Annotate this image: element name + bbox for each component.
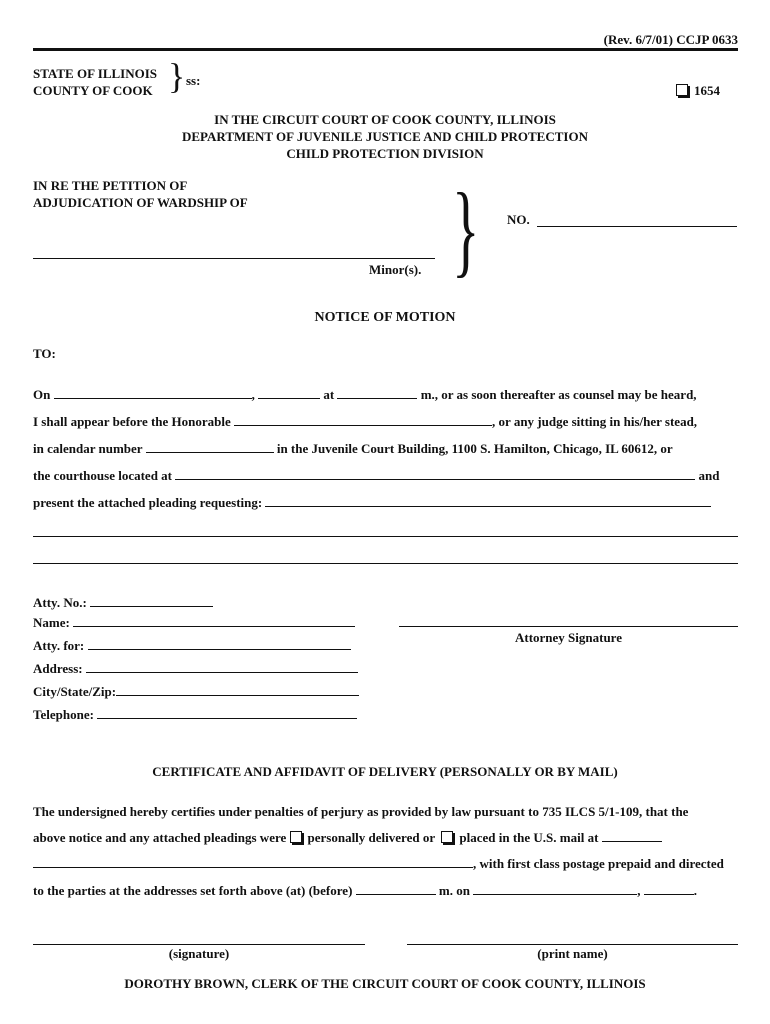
- checkbox-icon[interactable]: [676, 84, 688, 96]
- form-number: 1654: [676, 83, 720, 99]
- caption-line1: IN RE THE PETITION OF: [33, 178, 188, 193]
- print-name-label: (print name): [537, 946, 608, 961]
- venue-state: STATE OF ILLINOIS: [33, 66, 158, 81]
- print-name-line[interactable]: [407, 944, 738, 945]
- personally-checkbox[interactable]: [290, 831, 302, 843]
- delivery-time-field[interactable]: [356, 882, 436, 895]
- venue-county: COUNTY OF COOK: [33, 83, 153, 98]
- certificate-line3: , with first class postage prepaid and directed: [33, 855, 724, 872]
- year-field[interactable]: [258, 386, 320, 399]
- caption-line2: ADJUDICATION OF WARDSHIP OF: [33, 195, 248, 210]
- address-row: Address:: [33, 660, 358, 677]
- atty-for-row: Atty. for:: [33, 637, 351, 654]
- certificate-line2: above notice and any attached pleadings were personally delivered or placed in the U.S. mail at: [33, 829, 662, 846]
- telephone-row: Telephone:: [33, 706, 357, 723]
- body-line-appear: I shall appear before the Honorable , or any judge sitting in his/her stead,: [33, 414, 698, 429]
- revision-code: (Rev. 6/7/01) CCJP 0633: [603, 32, 738, 47]
- request-line-2[interactable]: [33, 536, 738, 537]
- delivery-date-field[interactable]: [473, 882, 637, 895]
- clerk-footer: DOROTHY BROWN, CLERK OF THE CIRCUIT COURT OF COOK COUNTY, ILLINOIS: [124, 976, 646, 991]
- court-line2: DEPARTMENT OF JUVENILE JUSTICE AND CHILD PROTECTION: [182, 129, 588, 144]
- date-field[interactable]: [54, 386, 252, 399]
- body-line-on: On , at m., or as soon thereafter as counsel may be heard,: [33, 387, 697, 402]
- caption-brace: }: [452, 172, 480, 287]
- atty-no-row: Atty. No.:: [33, 594, 213, 611]
- certificate-line1: The undersigned hereby certifies under penalties of perjury as provided by law pursuant to 735 ILCS 5/1-109, that the: [33, 804, 689, 819]
- atty-no-field[interactable]: [90, 594, 213, 607]
- courthouse-field[interactable]: [175, 467, 695, 480]
- city-row: City/State/Zip:: [33, 683, 359, 700]
- time-field[interactable]: [337, 386, 417, 399]
- attorney-signature-label: Attorney Signature: [514, 630, 622, 645]
- to-label: TO:: [33, 346, 56, 361]
- request-field[interactable]: [265, 494, 711, 507]
- mail-location-field[interactable]: [602, 829, 662, 842]
- telephone-field[interactable]: [97, 706, 357, 719]
- calendar-field[interactable]: [146, 440, 274, 453]
- body-line-courthouse: the courthouse located at and: [33, 468, 720, 483]
- venue-ss: ss:: [186, 73, 201, 88]
- case-number-line[interactable]: [537, 226, 737, 227]
- request-line-3[interactable]: [33, 563, 738, 564]
- judge-field[interactable]: [234, 413, 492, 426]
- certificate-heading: CERTIFICATE AND AFFIDAVIT OF DELIVERY (PERSONALLY OR BY MAIL): [152, 764, 618, 779]
- delivery-year-field[interactable]: [644, 882, 694, 895]
- signature-line[interactable]: [33, 944, 365, 945]
- signature-label: (signature): [168, 946, 230, 961]
- mail-checkbox[interactable]: [441, 831, 453, 843]
- minor-name-line[interactable]: [33, 258, 435, 259]
- venue-brace: }: [168, 56, 186, 96]
- attorney-signature-line[interactable]: [399, 626, 738, 627]
- certificate-line4: to the parties at the addresses set forth above (at) (before) m. on , .: [33, 883, 697, 898]
- header-rule: [33, 48, 738, 51]
- city-field[interactable]: [116, 683, 359, 696]
- mail-address-field[interactable]: [33, 855, 473, 868]
- address-field[interactable]: [86, 660, 358, 673]
- court-line3: CHILD PROTECTION DIVISION: [286, 146, 484, 161]
- court-line1: IN THE CIRCUIT COURT OF COOK COUNTY, ILLINOIS: [214, 112, 556, 127]
- notice-title: NOTICE OF MOTION: [314, 310, 456, 325]
- body-line-present: present the attached pleading requesting:: [33, 494, 711, 511]
- case-number-label: NO.: [507, 212, 530, 227]
- minors-label: Minor(s).: [369, 262, 422, 277]
- atty-for-field[interactable]: [88, 637, 351, 650]
- name-row: Name:: [33, 614, 355, 631]
- body-line-calendar: in calendar number in the Juvenile Court Building, 1100 S. Hamilton, Chicago, IL 60612, or: [33, 441, 673, 456]
- name-field[interactable]: [73, 614, 355, 627]
